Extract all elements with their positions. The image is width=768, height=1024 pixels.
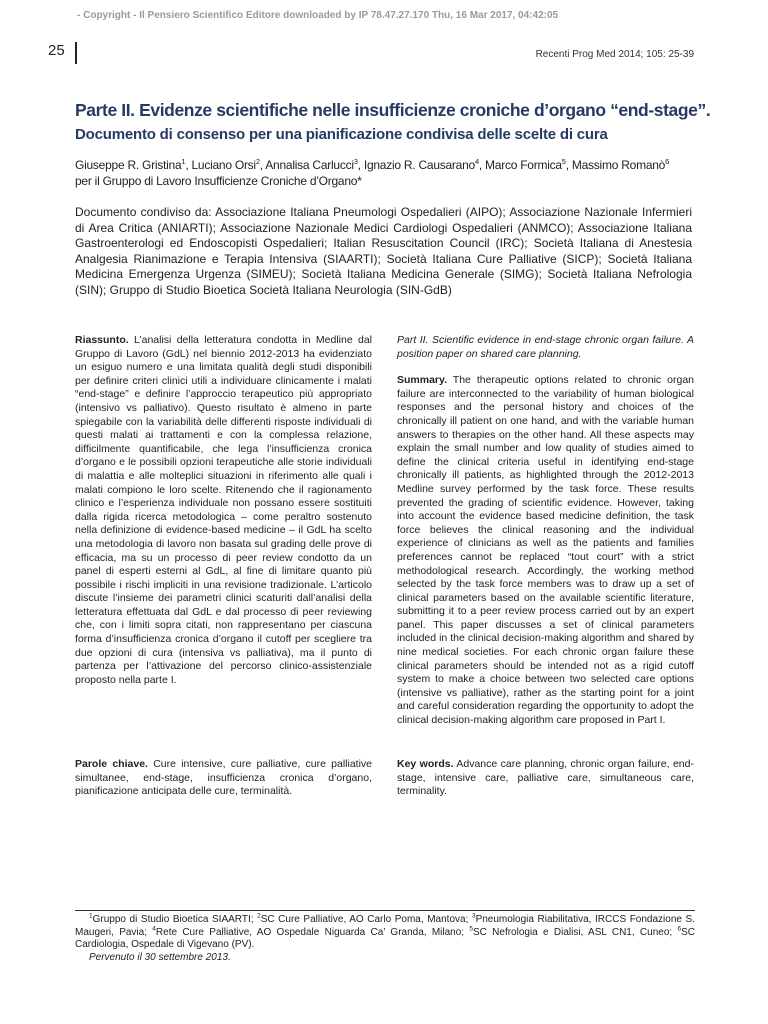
author: Giuseppe R. Gristina [75, 158, 182, 172]
abstract-english-label: Summary. [397, 374, 447, 387]
affiliation-mark: 6 [677, 925, 682, 933]
endorsement-statement: Documento condiviso da: Associazione Italiana Pneumologi Ospedalieri (AIPO); Associazione Nazionale Infermieri di Area Critica (ANIARTI); Associazione Nazionale Medici Cardiologi Ospedalieri (ANMCO); Associazione Italiana Gastroenterologi ed Endoscopisti Ospedalieri; Italian Resuscitation Council (IRC); Società Italiana di Anestesia Analgesia Rianimazione e Terapia Intensiva (SIAARTI); Società Italiana Cure Palliative (SICP); Società Italiana Medicina Emergenza Urgenza (SIMEU); Società Italiana Medicina Generale (SIMG); Società Italiana Nefrologia (SIN); Gruppo di Studio Bioetica Società Italiana Neurologia (SIN-GdB) [75, 205, 692, 297]
keywords-english [397, 758, 694, 799]
abstract-english-text: The therapeutic options related to chronic organ failure are interconnected to the variability of human biological responses and the personal history and choices of the chronically ill patient on one hand, and with the variable human answers to therapies on the other hand. All these aspects may explain the small number and low quality of studies aimed to define the clinical criteria useful in identifying end-stage chronically ill patients, as highlighted through the 2012-2013 Medline survey performed by the task force. These results prevented the grading of scientific evidence. However, taking into account the evidence based medicine definition, the task force believes the clinical reasoning and the individual experience of clinicians as well as the patients and families preferences cannot be replaced “tout court” with a strict methodological research. Accordingly, the working method selected by the task force members was to draw up a set of clinical parameters based on the available scientific literature, submitting it to a peer review process carried out by an expert panel. This paper discusses a set of clinical parameters included in the clinical decision-making algorithm and shared by nine medical societies. For each chronic organ failure these clinical parameters should be intended not as a rigid cutoff system to make a choice between two selected care options (intensive vs palliative), rather as the starting point for a joint and careful consideration regarding the opportunity to adopt the clinical decision-making algorithm care proposed in Part I. [397, 374, 694, 727]
author: Annalisa Carlucci [265, 158, 354, 172]
author-list [75, 157, 715, 189]
abstract-italian-label: Riassunto. [75, 334, 129, 346]
abstract-english-body [397, 374, 694, 727]
abstract-english [397, 334, 694, 728]
author: Ignazio R. Causarano [363, 158, 475, 172]
abstract-english-title: Part II. Scientific evidence in end-stage chronic organ failure. A position paper on shared care planning. [397, 334, 694, 360]
abstract-italian-body [75, 334, 372, 687]
affiliation-footnote: $^1$Gruppo di Studio Bioetica SIAARTI; $^2$SC Cure Palliative, AO Carlo Poma, Mantova; $^3$Pneumologia Riabilitativa, IRCCS Fondazione S. Maugeri, Pavia; $^4$Rete Cure Palliative, AO Ospedale Niguarda Ca’ Granda, Milano; $^5$SC Nefrologia e Dialisi, ASL CN1, Cuneo; $^6$SC Cardiologia, Ospedale di Vigevano (PV). [75, 912, 695, 950]
keywords-italian [75, 758, 372, 799]
author-names: Giuseppe R. Gristina$^1$, Luciano Orsi$^2$, Annalisa Carlucci$^3$, Ignazio R. Causarano$^4$, Marco Formica$^5$, Massimo Romanò$^6$ [75, 157, 670, 172]
keywords-english-label: Key words. [397, 758, 454, 770]
page-number: 25 [48, 42, 65, 59]
author-affiliation-mark: 3 [353, 157, 358, 166]
affiliation-mark: 2 [257, 912, 261, 920]
author: Luciano Orsi [191, 158, 256, 172]
page-number-rule [75, 42, 77, 64]
affiliation-mark: 1 [89, 912, 93, 920]
keywords-italian-text: Cure intensive, cure palliative, cure palliative simultanee, end-stage, insufficienza cronica d’organo, pianificazione anticipata delle cure, terminalità. [75, 758, 373, 798]
keywords-english-text: Advance care planning, chronic organ failure, end-stage, intensive care, palliative care, simultaneous care, terminality. [397, 758, 694, 798]
journal-reference: Recenti Prog Med 2014; 105: 25-39 [535, 49, 694, 60]
affiliation-mark: 5 [469, 925, 473, 933]
article-title: Parte II. Evidenze scientifiche nelle insufficienze croniche d’organo “end-stage”. [75, 100, 711, 120]
abstract-italian [75, 334, 372, 687]
working-group: per il Gruppo di Lavoro Insufficienze Croniche d’Organo* [75, 174, 362, 188]
footnote-rule [75, 910, 695, 911]
abstract-italian-text: L’analisi della letteratura condotta in Medline dal Gruppo di Lavoro (GdL) nel biennio 2012-2013 ha evidenziato un esiguo numero e una limitata qualità degli studi disponibili per definire criteri clinici utili a individuare clinicamente i malati “end-stage” e definire l’approccio terapeutico più appropriato (intensivo vs palliativo). Questo risultato è almeno in parte spiegabile con la variabilità delle differenti risposte individuali di questi malati ai trattamenti e con la complessa relazione, difficilmente quantificabile, che lega l’insufficienza cronica d’organo e le possibili opzioni terapeutiche alle storie individuali di malattia e alle molteplici situazioni in riferimento alle quali i malati compiono le loro scelte. Ritenendo che il ragionamento clinico e l’esperienza individuale non possano essere sostituiti dalla rigida ricerca metodologica – come peraltro sostenuto nella definizione di evidence-based medicine – il GdL ha scelto una metodologia di lavoro non basata sul grading delle prove di efficacia, ma su un processo di peer review condotto da un panel di esperti esterni al GdL, al fine di limitare quanto più possibile i rischi impliciti in una revisione tradizionale. L’articolo discute l’insieme dei parametri clinici scaturiti dall’analisi della letteratura effettuata dal GdL e dal processo di peer reviewing che, con i limiti sopra citati, non rappresentano per ciascuna forma d’insufficienza cronica d’organo il cutoff per scegliere tra due opzioni di cura (intensiva vs palliativa), ma il punto di partenza per l’attivazione del percorso clinico-assistenziale proposto nella parte I. [75, 334, 373, 686]
affiliation-mark: 3 [471, 912, 476, 920]
author-affiliation-mark: 4 [474, 157, 479, 166]
footnotes [75, 914, 695, 964]
author: Massimo Romanò [571, 158, 666, 172]
author-affiliation-mark: 2 [255, 157, 260, 166]
author: Marco Formica [485, 158, 562, 172]
received-date: Pervenuto il 30 settembre 2013. [89, 951, 231, 963]
author-affiliation-mark: 5 [561, 157, 566, 166]
keywords-italian-label: Parole chiave. [75, 758, 148, 770]
copyright-notice: - Copyright - Il Pensiero Scientifico Editore downloaded by IP 78.47.27.170 Thu, 16 Mar 2017, 04:42:05 [77, 10, 559, 21]
article-subtitle: Documento di consenso per una pianificazione condivisa delle scelte di cura [75, 126, 608, 143]
author-affiliation-mark: 6 [665, 157, 670, 166]
affiliation-mark: 4 [152, 925, 156, 933]
author-affiliation-mark: 1 [181, 157, 186, 166]
